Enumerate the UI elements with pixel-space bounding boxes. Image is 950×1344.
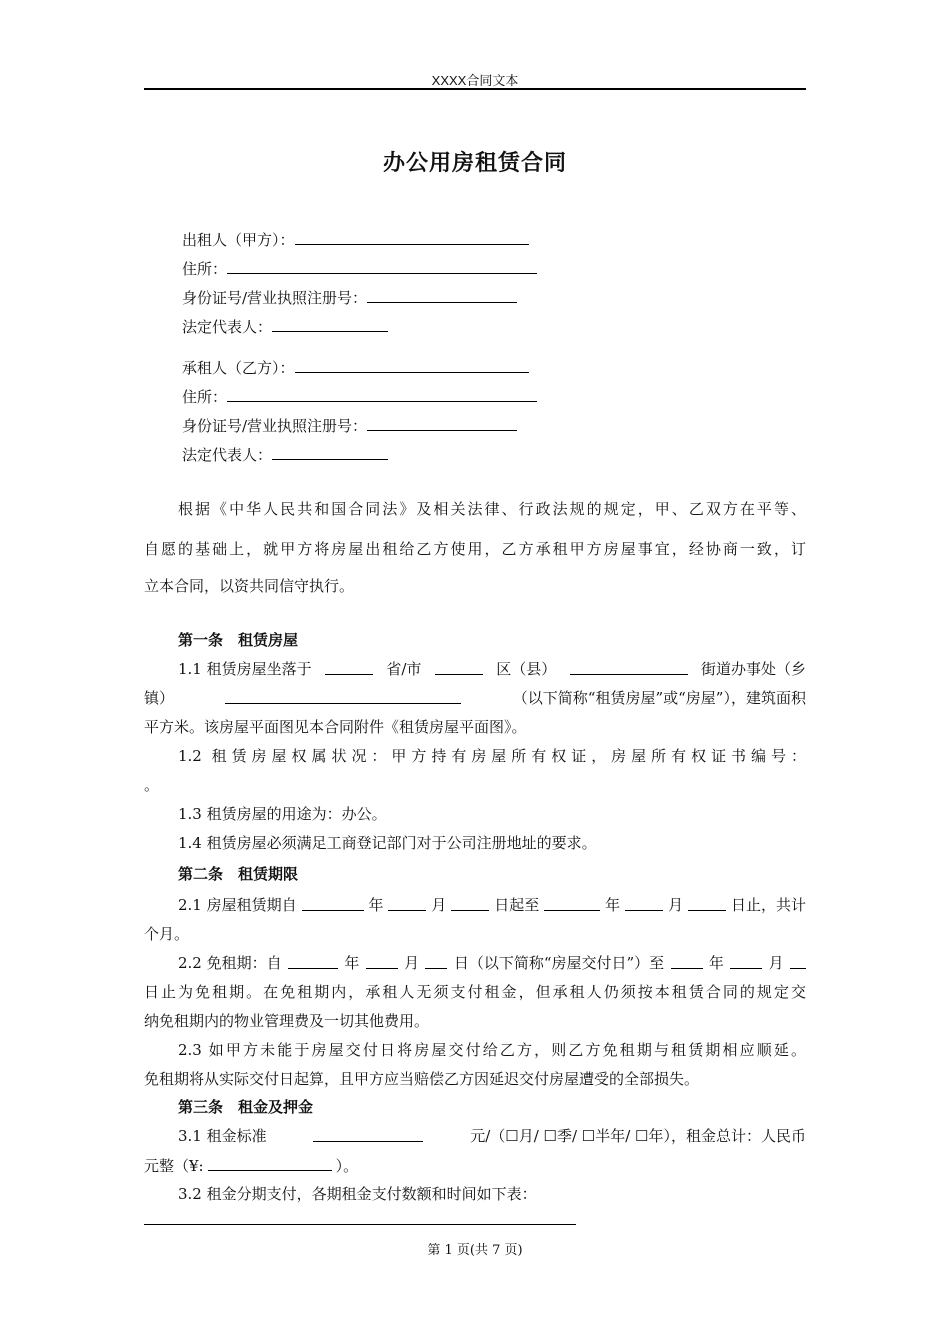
party-a-address-blank[interactable]	[227, 258, 537, 274]
clause-1-1-part-c: 区（县）	[496, 660, 557, 678]
end-year-blank[interactable]	[544, 895, 600, 911]
subdistrict-blank[interactable]	[570, 659, 688, 675]
document-title: 办公用房租赁合同	[382, 150, 567, 176]
clause-1-2-line-2: 。	[144, 776, 160, 794]
article-3-heading: 第三条 租金及押金	[178, 1098, 314, 1116]
clause-3-2: 3.2 租金分期支付，各期租金支付数额和时间如下表：	[178, 1185, 537, 1203]
clause-2-1-part-e: 年	[605, 896, 621, 914]
clause-1-1-part-e: 镇）	[144, 689, 175, 707]
clause-2-2-line-2: 日止为免租期。在免租期内，承租人无须支付租金，但承租人仍须按本租赁合同的规定交	[144, 983, 806, 1001]
party-b-id-line	[182, 415, 517, 436]
clause-2-1-part-f: 月	[668, 896, 684, 914]
clause-2-2-line-3: 纳免租期内的物业管理费及一切其他费用。	[144, 1012, 430, 1030]
party-a-rep-blank[interactable]	[272, 316, 388, 332]
end-month-blank[interactable]	[625, 895, 663, 911]
province-blank[interactable]	[325, 659, 373, 675]
clause-1-4: 1.4 租赁房屋必须满足工商登记部门对于公司注册地址的要求。	[178, 834, 597, 852]
clause-1-1-line-3: 平方米。该房屋平面图见本合同附件《租赁房屋平面图》。	[144, 718, 527, 736]
party-b-lessee-label: 承租人（乙方）：	[182, 359, 295, 377]
party-a-address-line	[182, 258, 537, 279]
clause-3-1-part-a: 3.1 租金标准	[178, 1127, 267, 1145]
clause-2-1-part-a: 2.1 房屋租赁期自	[178, 896, 297, 914]
clause-1-1-part-d: 街道办事处（乡	[700, 660, 806, 678]
party-a-rep-line	[182, 316, 388, 337]
clause-1-1-part-f: （以下简称“租赁房屋”或“房屋”），建筑面积	[512, 689, 806, 707]
clause-2-3-line-2: 免租期将从实际交付日起算，且甲方应当赔偿乙方因延迟交付房屋遭受的全部损失。	[144, 1070, 700, 1088]
clause-2-2-part-e: 年	[708, 954, 724, 972]
party-a-lessor-label: 出租人（甲方）：	[182, 231, 295, 249]
clause-2-1-part-d: 日起至	[494, 896, 540, 914]
free-start-month-blank[interactable]	[366, 953, 398, 969]
clause-2-1-part-c: 月	[431, 896, 447, 914]
clause-2-2-part-d: 日（以下简称“房屋交付日”）至	[453, 954, 665, 972]
party-b-address-label: 住所：	[182, 388, 228, 406]
party-b-lessee-line	[182, 357, 529, 378]
clause-3-1-part-d: ）。	[335, 1157, 359, 1175]
free-start-year-blank[interactable]	[288, 953, 338, 969]
party-a-id-line	[182, 287, 517, 308]
preamble-line-3: 立本合同，以资共同信守执行。	[144, 577, 355, 595]
running-header: XXXX合同文本	[431, 73, 519, 88]
article-2-heading: 第二条 租赁期限	[178, 865, 299, 883]
clause-1-1-part-a: 1.1 租赁房屋坐落于	[178, 660, 312, 678]
article-1-heading: 第一条 租赁房屋	[178, 631, 299, 649]
party-a-id-label: 身份证号/营业执照注册号：	[182, 289, 368, 307]
preamble-line-2: 自愿的基础上，就甲方将房屋出租给乙方使用，乙方承租甲方房屋事宜，经协商一致，订	[144, 540, 806, 558]
clause-2-1-line-2: 个月。	[144, 925, 190, 943]
start-year-blank[interactable]	[302, 895, 364, 911]
end-day-blank[interactable]	[688, 895, 726, 911]
clause-2-1-part-g: 日止，共计	[730, 896, 806, 914]
clause-3-1-part-b: 元/（☐月/ ☐季/ ☐半年/ ☐年），租金总计：人民币	[470, 1127, 806, 1145]
party-a-lessor-blank[interactable]	[295, 229, 529, 245]
free-start-day-blank[interactable]	[425, 953, 447, 969]
rent-amount-blank[interactable]	[313, 1126, 423, 1142]
party-a-rep-label: 法定代表人：	[182, 318, 273, 336]
clause-2-3-line-1: 2.3 如甲方未能于房屋交付日将房屋交付给乙方，则乙方免租期与租赁期相应顺延。	[178, 1041, 806, 1059]
clause-2-2-part-c: 月	[404, 954, 420, 972]
free-end-month-blank[interactable]	[730, 953, 762, 969]
start-day-blank[interactable]	[451, 895, 489, 911]
party-b-rep-label: 法定代表人：	[182, 446, 273, 464]
clause-2-2-part-b: 年	[344, 954, 360, 972]
party-a-address-label: 住所：	[182, 260, 228, 278]
clause-3-1-line-1	[178, 1126, 806, 1146]
clause-2-2-line-1	[178, 953, 806, 973]
party-b-id-label: 身份证号/营业执照注册号：	[182, 417, 368, 435]
district-blank[interactable]	[435, 659, 483, 675]
preamble-line-1: 根据《中华人民共和国合同法》及相关法律、行政法规的规定，甲、乙双方在平等、	[178, 500, 806, 518]
clause-1-1-line-2	[144, 688, 806, 708]
clause-3-1-part-c: 元整（¥:	[144, 1157, 204, 1175]
rent-total-blank[interactable]	[208, 1155, 332, 1171]
clause-1-3: 1.3 租赁房屋的用途为：办公。	[178, 805, 387, 823]
free-end-day-blank[interactable]	[790, 953, 806, 969]
header-rule	[144, 88, 806, 90]
free-end-year-blank[interactable]	[671, 953, 703, 969]
address-detail-blank[interactable]	[225, 688, 461, 704]
clause-3-1-line-2	[144, 1155, 358, 1176]
clause-1-2-line-1: 1.2 租赁房屋权属状况：甲方持有房屋所有权证，房屋所有权证书编号：	[178, 747, 806, 765]
page-number: 第 1 页(共 7 页)	[427, 1243, 523, 1258]
party-b-lessee-blank[interactable]	[295, 357, 529, 373]
start-month-blank[interactable]	[388, 895, 426, 911]
clause-2-1-part-b: 年	[368, 896, 384, 914]
clause-2-2-part-a: 2.2 免租期：自	[178, 954, 282, 972]
party-b-rep-line	[182, 444, 388, 465]
clause-1-1-line-1	[178, 659, 806, 679]
party-b-address-line	[182, 386, 537, 407]
party-b-rep-blank[interactable]	[272, 444, 388, 460]
footer-rule	[144, 1224, 576, 1225]
party-b-address-blank[interactable]	[227, 386, 537, 402]
clause-2-2-part-f: 月	[768, 954, 784, 972]
party-a-id-blank[interactable]	[367, 287, 517, 303]
party-b-id-blank[interactable]	[367, 415, 517, 431]
clause-1-1-part-b: 省/市	[386, 660, 422, 678]
clause-2-1-line-1	[178, 895, 806, 915]
party-a-lessor-line	[182, 229, 529, 250]
